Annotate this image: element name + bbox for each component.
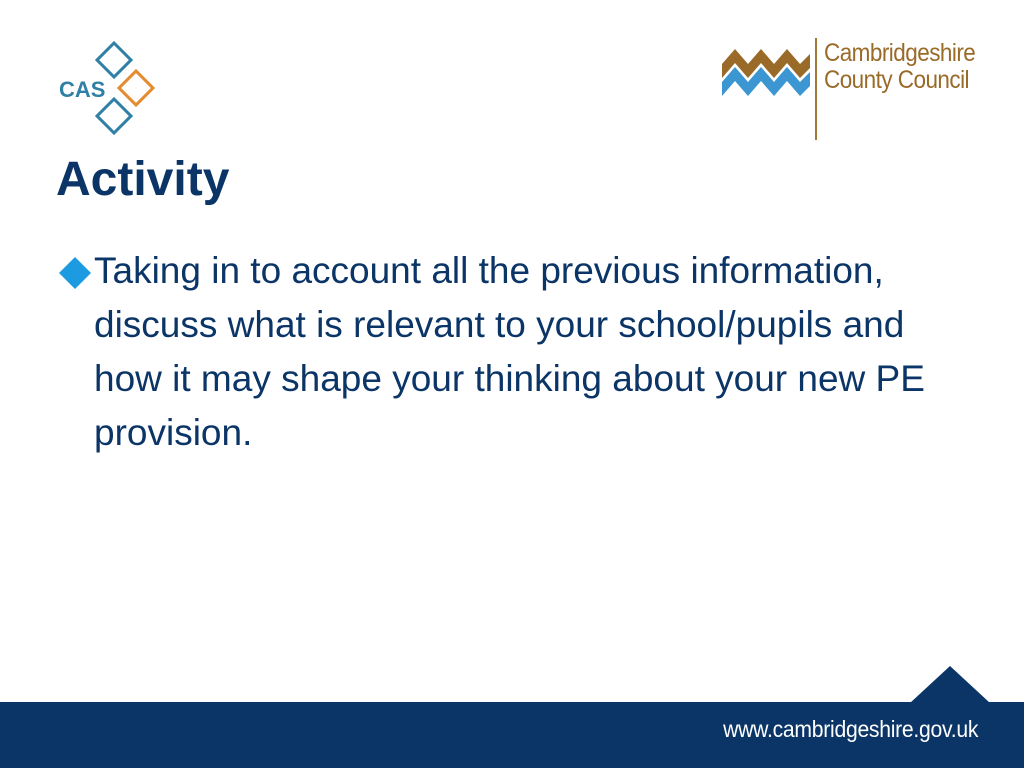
slide-title: Activity [56, 153, 230, 206]
diamond-bullet-icon [58, 256, 92, 290]
bullet-item [56, 244, 936, 460]
council-name-line2: County Council [824, 66, 970, 94]
cas-logo-text: CAS [59, 77, 106, 102]
logo-divider [815, 38, 817, 140]
bullet-text: Taking in to account all the previous information, discuss what is relevant to your school/pupils and how it may shape your thinking about your new PE provision. [94, 250, 925, 453]
waves-logo-icon [720, 42, 812, 102]
cambridgeshire-county-council-logo [720, 38, 1000, 142]
cas-diamonds-icon [56, 40, 160, 140]
footer-website-url[interactable]: www.cambridgeshire.gov.uk [723, 716, 978, 742]
council-name [824, 40, 975, 94]
cas-logo [56, 40, 160, 140]
slide-body [56, 244, 936, 460]
council-name-line1: Cambridgeshire [824, 39, 976, 67]
footer-tab-shape [910, 666, 990, 703]
